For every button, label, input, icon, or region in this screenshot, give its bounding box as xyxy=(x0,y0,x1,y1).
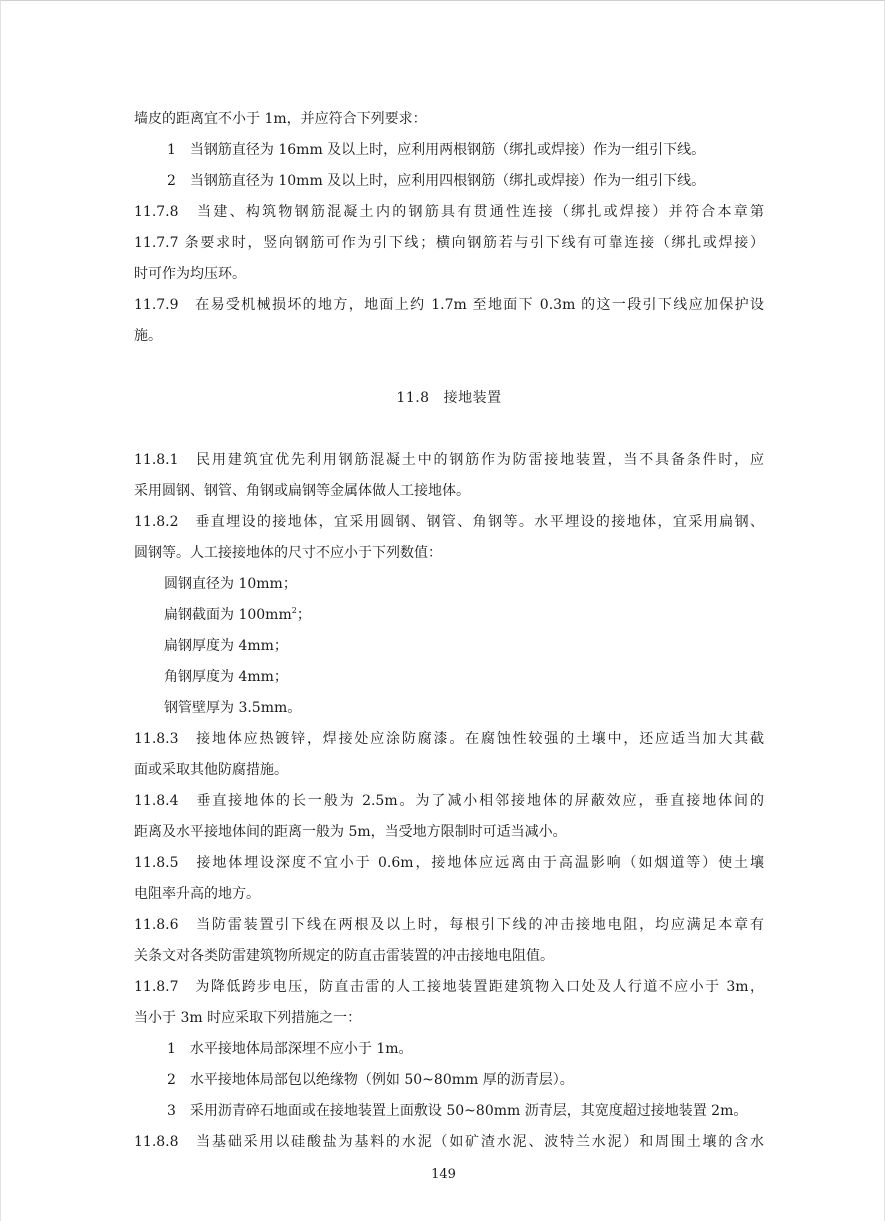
clause-11-8-3-line: 11.8.3 接地体应热镀锌，焊接处应涂防腐漆。在腐蚀性较强的土壤中，还应适当加大其截 xyxy=(134,731,764,747)
clause-11-7-8-line: 11.7.7 条要求时，竖向钢筋可作为引下线；横向钢筋若与引下线有可靠连接（绑扎或焊接） xyxy=(134,235,764,251)
list-item-number: 1 xyxy=(167,1041,176,1057)
list-item-text: 采用沥青碎石地面或在接地装置上面敷设 50~80mm 沥青层，其宽度超过接地装置 2m。 xyxy=(189,1103,748,1119)
clause-11-7-8-line: 11.7.8 当建、构筑物钢筋混凝土内的钢筋具有贯通性连接（绑扎或焊接）并符合本章第 xyxy=(134,204,764,220)
clause-11-8-5-line: 11.8.5 接地体埋设深度不宜小于 0.6m，接地体应远离由于高温影响（如烟道等）使土壤 xyxy=(134,855,764,871)
document-body xyxy=(134,104,764,1158)
section-number: 11.8 xyxy=(396,390,430,406)
clause-11-8-6-line: 11.8.6 当防雷装置引下线在两根及以上时，每根引下线的冲击接地电阻，均应满足本章有 xyxy=(134,917,764,933)
clause-11-8-2-line: 圆钢等。人工接接地体的尺寸不应小于下列数值： xyxy=(134,545,442,561)
size-item: 扁钢厚度为 4mm； xyxy=(164,638,288,654)
size-item xyxy=(134,600,764,631)
clause-11-8-2-line: 11.8.2 垂直埋设的接地体，宜采用圆钢、钢管、角钢等。水平埋设的接地体，宜采用扁钢、 xyxy=(134,514,764,530)
page-number: 149 xyxy=(431,1167,456,1182)
clause-11-7-8-line: 时可作为均压环。 xyxy=(134,266,246,282)
section-title: 接地装置 xyxy=(443,390,502,406)
size-item: 钢管壁厚为 3.5mm。 xyxy=(164,700,302,716)
list-item xyxy=(134,166,764,197)
clause-11-8-4-line: 11.8.4 垂直接地体的长一般为 2.5m。为了减小相邻接地体的屏蔽效应，垂直接地体间的 xyxy=(134,793,764,809)
list-item-number: 1 xyxy=(167,142,176,158)
paragraph-line: 墙皮的距离宜不小于 1m，并应符合下列要求： xyxy=(134,111,427,127)
list-item-text: 水平接地体局部深埋不应小于 1m。 xyxy=(189,1041,413,1057)
size-item: 角钢厚度为 4mm； xyxy=(164,669,288,685)
superscript: 2 xyxy=(291,606,297,615)
clause-11-8-5-line: 电阻率升高的地方。 xyxy=(134,886,260,902)
list-item-text: 当钢筋直径为 16mm 及以上时，应利用两根钢筋（绑扎或焊接）作为一组引下线。 xyxy=(189,142,706,158)
list-item-number: 2 xyxy=(167,173,176,189)
clause-11-7-9-line: 施。 xyxy=(134,328,162,344)
clause-11-8-7-line: 当小于 3m 时应采取下列措施之一： xyxy=(134,1010,362,1026)
clause-11-8-4-line: 距离及水平接地体间的距离一般为 5m，当受地方限制时可适当减小。 xyxy=(134,824,567,840)
clause-11-8-1-line: 11.8.1 民用建筑宜优先利用钢筋混凝土中的钢筋作为防雷接地装置，当不具备条件时，应 xyxy=(134,452,764,468)
list-item xyxy=(134,135,764,166)
clause-11-8-8-line: 11.8.8 当基础采用以硅酸盐为基料的水泥（如矿渣水泥、波特兰水泥）和周围土壤的含水 xyxy=(134,1134,764,1150)
list-item xyxy=(134,1096,764,1127)
clause-11-7-9-line: 11.7.9 在易受机械损坏的地方，地面上约 1.7m 至地面下 0.3m 的这一段引下线应加保护设 xyxy=(134,297,764,313)
list-item-number: 2 xyxy=(167,1072,176,1088)
size-item: 圆钢直径为 10mm； xyxy=(164,576,297,592)
section-heading xyxy=(134,383,764,414)
clause-11-8-6-line: 关条文对各类防雷建筑物所规定的防直击雷装置的冲击接地电阻值。 xyxy=(134,948,554,964)
clause-11-8-3-line: 面或采取其他防腐措施。 xyxy=(134,762,288,778)
list-item-number: 3 xyxy=(167,1103,176,1119)
size-item-text: 扁钢截面为 100mm xyxy=(164,607,292,623)
clause-11-8-7-line: 11.8.7 为降低跨步电压，防直击雷的人工接地装置距建筑物入口处及人行道不应小于 3m， xyxy=(134,979,764,995)
list-item xyxy=(134,1034,764,1065)
size-item-tail: ； xyxy=(296,607,311,623)
list-item xyxy=(134,1065,764,1096)
clause-11-8-1-line: 采用圆钢、钢管、角钢或扁钢等金属体做人工接地体。 xyxy=(134,483,470,499)
list-item-text: 当钢筋直径为 10mm 及以上时，应利用四根钢筋（绑扎或焊接）作为一组引下线。 xyxy=(189,173,706,189)
list-item-text: 水平接地体局部包以绝缘物（例如 50~80mm 厚的沥青层）。 xyxy=(189,1072,574,1088)
